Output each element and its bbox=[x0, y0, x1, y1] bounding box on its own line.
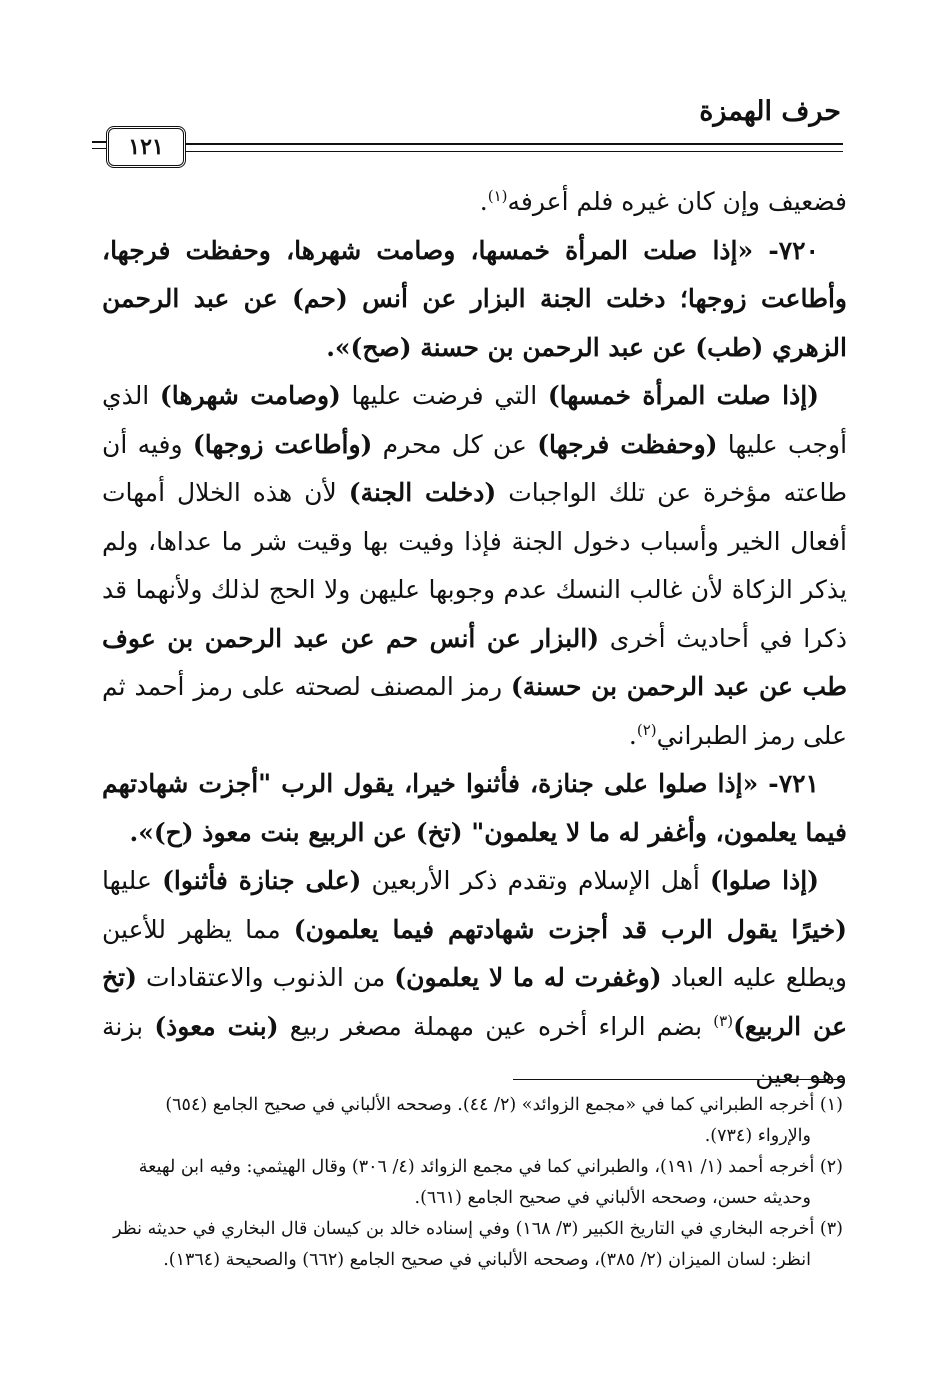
quote-segment: (إذا صلت المرأة خمسها) bbox=[547, 381, 819, 410]
quote-segment: (تخ عن الربيع) bbox=[102, 963, 847, 1041]
text-segment: أهل الإسلام وتقدم ذكر الأربعين bbox=[361, 866, 710, 895]
footnote-ref-3: (٣) bbox=[713, 1011, 734, 1030]
quote-segment: (خيرًا يقول الرب قد أجزت شهادتهم فيما يعلمون) bbox=[293, 914, 847, 944]
continuation-end: . bbox=[479, 187, 488, 216]
header-rule-tick bbox=[92, 141, 106, 149]
commentary-720 bbox=[102, 372, 847, 760]
page-number: ١٢١ bbox=[106, 126, 186, 168]
quote-segment: (وحفظت فرجها) bbox=[537, 429, 718, 459]
quote-segment: (إذا صلوا) bbox=[710, 866, 819, 895]
quote-segment: (وصامت شهرها) bbox=[159, 381, 341, 410]
text-segment: عن كل محرم bbox=[372, 429, 538, 459]
footnote-2: (٢) أخرجه أحمد (١/ ١٩١)، والطبراني كما في مجمع الزوائد (٤/ ٣٠٦) وقال الهيثمي: وفيه ابن لهيعة bbox=[138, 1157, 843, 1177]
footnotes bbox=[100, 1090, 843, 1276]
footnote-1: (١) أخرجه الطبراني كما في «مجمع الزوائد» (٢/ ٤٤). وصححه الألباني في صحيح الجامع (٦٥٤) bbox=[165, 1095, 843, 1115]
text-segment: لأن هذه الخلال أمهات أفعال الخير وأسباب دخول الجنة فإذا وفيت بها وقيت شر ما عداها، ولم يذكر الزكاة لأن غالب النسك عدم وجوبها عليهن ولا الحج لذلك ولأنهما قد ذكرا في أحاديث أخرى bbox=[102, 478, 847, 653]
quote-segment: (دخلت الجنة) bbox=[348, 478, 497, 507]
text-segment: رمز المصنف لصحته على رمز أحمد ثم على رمز الطبراني bbox=[102, 672, 847, 750]
footnote-separator bbox=[513, 1079, 843, 1080]
text-segment: بزنة وهو بعين bbox=[102, 1011, 847, 1089]
footnote-3-continued: انظر: لسان الميزان (٢/ ٣٨٥)، وصححه الألباني في صحيح الجامع (٦٦٢) والصحيحة (١٣٦٤). bbox=[163, 1250, 811, 1270]
quote-segment: (وغفرت له ما لا يعلمون) bbox=[394, 963, 662, 992]
quote-segment: (بنت معوذ) bbox=[154, 1011, 279, 1041]
quote-segment: (على جنازة فأثنوا) bbox=[162, 866, 362, 895]
quote-segment: (وأطاعت زوجها) bbox=[192, 429, 373, 459]
footnote-ref-1: (١) bbox=[487, 187, 508, 205]
main-text bbox=[102, 178, 847, 1100]
text-segment: وفيه أن طاعته مؤخرة عن تلك الواجبات bbox=[102, 429, 848, 507]
footnote-2-continued: وحديثه حسن، وصححه الألباني في صحيح الجامع (٦٦١). bbox=[414, 1188, 811, 1208]
footnote-ref-2: (٢) bbox=[636, 720, 657, 739]
text-segment: عليها bbox=[102, 866, 163, 895]
continuation-text: فضعيف وإن كان غيره فلم أعرفه bbox=[507, 187, 847, 216]
text-segment: بضم الراء أخره عين مهملة مصغر ربيع bbox=[278, 1011, 714, 1041]
hadith-720: ٧٢٠- «إذا صلت المرأة خمسها، وصامت شهرها، وحفظت فرجها، وأطاعت زوجها؛ دخلت الجنة البزار عن أنس (حم) عن عبد الرحمن الزهري (طب) عن عبد الرحمن بن حسنة (صح)». bbox=[102, 235, 847, 362]
hadith-721: ٧٢١- «إذا صلوا على جنازة، فأثنوا خيرا، يقول الرب "أجزت شهادتهم فيما يعلمون، وأغفر له ما لا يعلمون" (تخ) عن الربيع بنت معوذ (ح)». bbox=[102, 769, 847, 847]
running-title: حرف الهمزة bbox=[699, 96, 841, 127]
paragraph-continuation bbox=[102, 178, 847, 227]
header-double-rule bbox=[186, 143, 843, 152]
footnote-3: (٣) أخرجه البخاري في التاريخ الكبير (٣/ ١٦٨) وفي إسناده خالد بن كيسان قال البخاري في حديثه نظر bbox=[113, 1219, 843, 1239]
text-segment: مما يظهر للأعين ويطلع عليه العباد bbox=[102, 914, 847, 992]
footnote-1-continued: والإرواء (٧٣٤). bbox=[704, 1126, 811, 1146]
text-segment: من الذنوب والاعتقادات bbox=[136, 963, 395, 992]
text-segment: التي فرضت عليها bbox=[340, 381, 548, 410]
text-segment: . bbox=[628, 720, 637, 750]
text-segment: الذي أوجب عليها bbox=[102, 381, 848, 459]
commentary-721 bbox=[102, 857, 847, 1100]
quote-segment: (البزار عن أنس حم عن عبد الرحمن بن عوف طب عن عبد الرحمن بن حسنة) bbox=[102, 623, 847, 701]
